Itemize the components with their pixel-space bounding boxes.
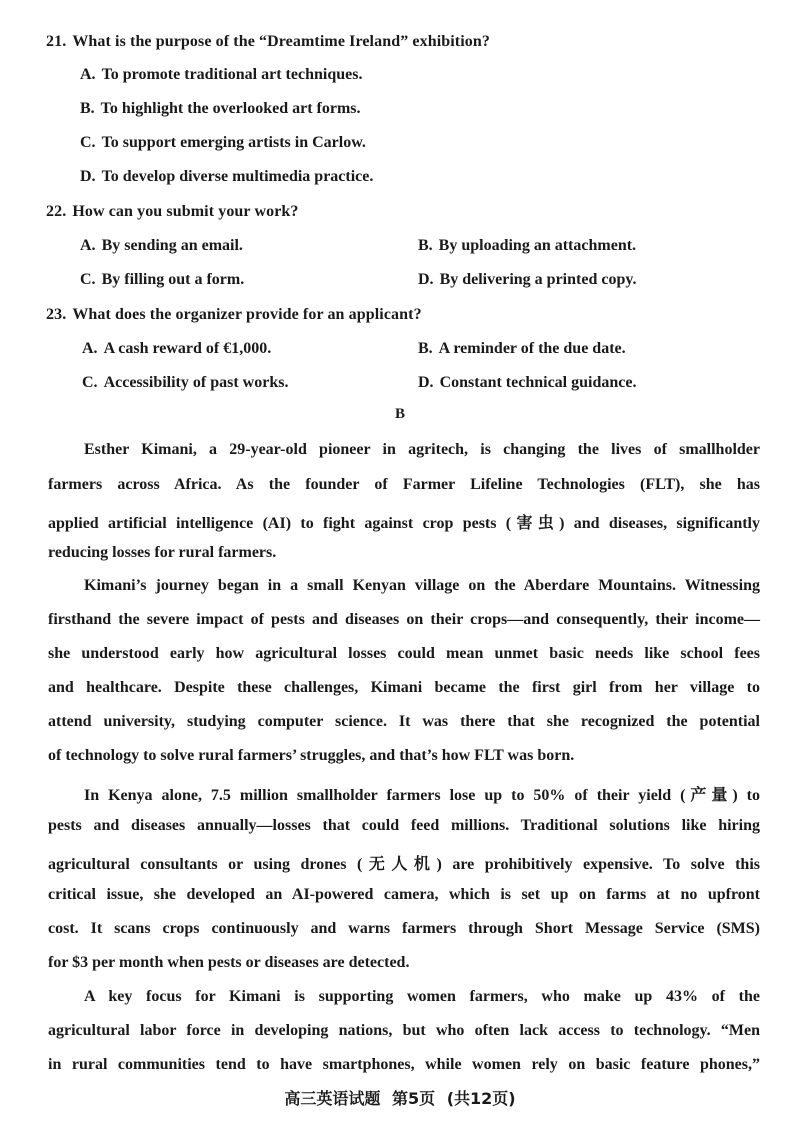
passage-line: attend university, studying computer science. It was there that she recognized the potential xyxy=(48,713,760,730)
option-text: To highlight the overlooked art forms. xyxy=(100,100,361,117)
option-text: By delivering a printed copy. xyxy=(439,271,637,288)
passage-line: pests and diseases annually—losses that could feed millions. Traditional solutions like hiring xyxy=(48,817,760,834)
footer-page-number: 第5页 xyxy=(391,1089,436,1108)
option-letter: C. xyxy=(80,271,96,288)
option-letter: A. xyxy=(80,66,96,83)
question-22-stem xyxy=(46,203,299,221)
passage-line: Kimani’s journey began in a small Kenyan village on the Aberdare Mountains. Witnessing xyxy=(84,577,760,594)
question-number: 22. xyxy=(46,203,67,220)
option-letter: C. xyxy=(80,134,96,151)
option-letter: B. xyxy=(418,237,433,254)
passage-line: Esther Kimani, a 29-year-old pioneer in agritech, is changing the lives of smallholder xyxy=(84,441,760,458)
passage-line: and healthcare. Despite these challenges, Kimani became the first girl from her village to xyxy=(48,679,760,696)
passage-line: firsthand the severe impact of pests and diseases on their crops—and consequently, their income— xyxy=(48,611,760,628)
passage-line: A key focus for Kimani is supporting women farmers, who make up 43% of the xyxy=(84,988,760,1005)
question-21-stem xyxy=(46,33,490,51)
passage-line: agricultural consultants or using drones (无人机) are prohibitively expensive. To solve this xyxy=(48,856,760,873)
question-21-option-d xyxy=(80,168,373,186)
passage-line: critical issue, she developed an AI-powered camera, which is set up on farms at no upfront xyxy=(48,886,760,903)
question-text: What is the purpose of the “Dreamtime Ireland” exhibition? xyxy=(72,33,490,50)
option-letter: C. xyxy=(82,374,98,391)
passage-line: for $3 per month when pests or diseases are detected. xyxy=(48,954,410,971)
option-text: A cash reward of €1,000. xyxy=(103,340,272,357)
option-letter: A. xyxy=(82,340,98,357)
question-21-option-a xyxy=(80,66,362,84)
option-text: To develop diverse multimedia practice. xyxy=(101,168,374,185)
page-footer xyxy=(0,1086,800,1109)
question-23-option-b xyxy=(418,340,626,358)
question-23-option-c xyxy=(82,374,288,392)
footer-title: 高三英语试题 xyxy=(284,1089,381,1108)
question-text: What does the organizer provide for an applicant? xyxy=(72,306,422,323)
option-letter: B. xyxy=(418,340,433,357)
option-letter: B. xyxy=(80,100,95,117)
passage-line: agricultural labor force in developing nations, but who often lack access to technology. “Men xyxy=(48,1022,760,1039)
option-text: By sending an email. xyxy=(101,237,243,254)
passage-line: applied artificial intelligence (AI) to fight against crop pests (害虫) and diseases, significantly xyxy=(48,515,760,532)
option-text: By filling out a form. xyxy=(101,271,245,288)
passage-line: farmers across Africa. As the founder of Farmer Lifeline Technologies (FLT), she has xyxy=(48,476,760,493)
question-22-option-c xyxy=(80,271,244,289)
option-text: By uploading an attachment. xyxy=(438,237,637,254)
question-22-option-d xyxy=(418,271,636,289)
option-letter: D. xyxy=(418,271,434,288)
question-23-option-d xyxy=(418,374,636,392)
option-letter: A. xyxy=(80,237,96,254)
passage-line: In Kenya alone, 7.5 million smallholder farmers lose up to 50% of their yield (产量) to xyxy=(84,787,760,804)
question-21-option-b xyxy=(80,100,361,118)
question-23-stem xyxy=(46,306,422,324)
option-letter: D. xyxy=(80,168,96,185)
question-21-option-c xyxy=(80,134,366,152)
option-text: To support emerging artists in Carlow. xyxy=(101,134,366,151)
question-number: 23. xyxy=(46,306,67,323)
option-letter: D. xyxy=(418,374,434,391)
option-text: Accessibility of past works. xyxy=(103,374,289,391)
question-text: How can you submit your work? xyxy=(72,203,299,220)
passage-line: cost. It scans crops continuously and warns farmers through Short Message Service (SMS) xyxy=(48,920,760,937)
passage-line: reducing losses for rural farmers. xyxy=(48,544,277,561)
passage-line: in rural communities tend to have smartphones, while women rely on basic feature phones,” xyxy=(48,1056,760,1073)
option-text: A reminder of the due date. xyxy=(438,340,626,357)
passage-line: of technology to solve rural farmers’ struggles, and that’s how FLT was born. xyxy=(48,747,575,764)
section-label: B xyxy=(394,406,405,422)
question-22-option-b xyxy=(418,237,636,255)
question-number: 21. xyxy=(46,33,67,50)
question-23-option-a xyxy=(82,340,271,358)
question-22-option-a xyxy=(80,237,243,255)
footer-total-pages: (共12页) xyxy=(446,1089,516,1108)
option-text: To promote traditional art techniques. xyxy=(101,66,363,83)
option-text: Constant technical guidance. xyxy=(439,374,637,391)
passage-line: she understood early how agricultural losses could mean unmet basic needs like school fees xyxy=(48,645,760,662)
